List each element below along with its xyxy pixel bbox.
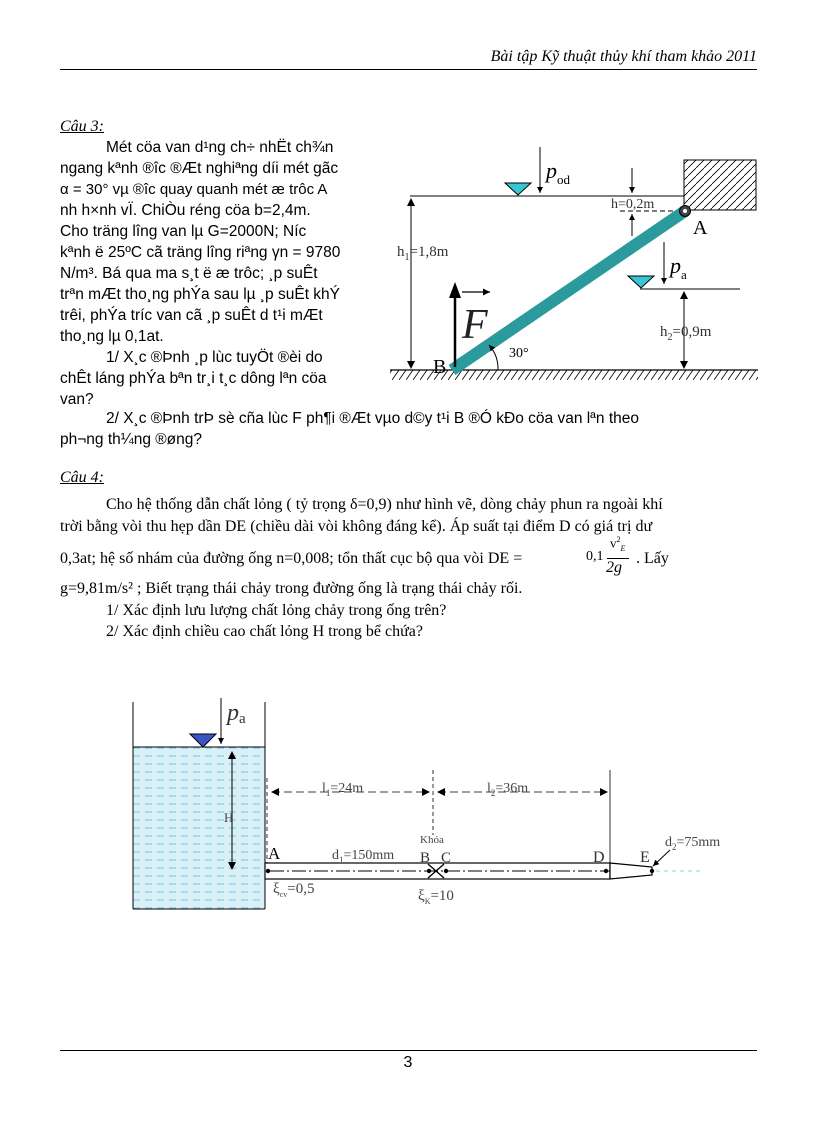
h2-label: $h_2=0,9m$ — [660, 324, 712, 343]
l1-arrow-right — [422, 788, 430, 796]
tank-water-pattern — [133, 747, 265, 909]
gate-figure — [380, 140, 760, 390]
wall-hatch — [684, 160, 756, 210]
l2-arrow-right — [600, 788, 608, 796]
downstream-level-icon — [628, 276, 654, 288]
q3-line-7: N/m³. Bá qua ma s¸t ë æ trôc; ¸p suÊt — [60, 265, 318, 282]
q3-line-3: α = 30° vµ ®îc quay quanh mét æ trôc A — [60, 181, 328, 198]
q4-line-4: g=9,81m/s² ; Biết trạng thái chảy trong đường ống là trạng thái chảy rối. — [60, 580, 523, 597]
q3-line-1: Mét cöa van d¹ng ch÷ nhËt ch¾n — [106, 139, 334, 156]
force-f-label: F — [462, 302, 488, 348]
q3-line-11: 1/ X¸c ®Þnh ¸p lùc tuyÖt ®èi do — [106, 349, 323, 366]
header-title: Bài tập Kỹ thuật thủy khí tham khảo 2011 — [490, 48, 757, 65]
d1-label: $d_1=150mm$ — [332, 848, 395, 865]
q4-item-1: 1/ Xác định lưu lượng chất lỏng chảy trong ống trên? — [106, 602, 447, 619]
pipe-figure — [120, 690, 720, 920]
hinge-a-center — [683, 209, 687, 213]
point-a — [266, 869, 270, 873]
xi-cv-label: $\xi_{cv}=0,5$ — [273, 881, 315, 899]
q3-line-4: nh h×nh vÏ. ChiÒu réng cöa b=2,4m. — [60, 202, 311, 219]
q3-line-15: ph¬ng th¼ng ®øng? — [60, 431, 202, 448]
q3-line-12: chÊt láng phÝa bªn tr¸i t¸c dông lªn cöa — [60, 370, 327, 387]
formula-loss: 0,1 $v^2_E$ 2g — [586, 537, 636, 581]
formula-denominator: 2g — [606, 559, 622, 576]
h2-arrow-bottom — [680, 361, 688, 369]
h1-arrow-bottom — [407, 361, 415, 369]
q3-line-14: 2/ X¸c ®Þnh trÞ sè cña lùc F ph¶i ®Æt vµo d©y t¹i B ®Ó kÐo cöa van lªn theo — [106, 410, 640, 427]
header-rule — [60, 69, 757, 70]
point-d — [604, 869, 608, 873]
q4-title: Câu 4: — [60, 469, 104, 486]
point-b-label: B — [433, 356, 447, 378]
q3-line-2: ngang kªnh ®îc ®Æt nghiªng díi mét gãc — [60, 160, 339, 177]
label-d: D — [593, 849, 605, 866]
l1-arrow-left — [271, 788, 279, 796]
angle-label: 30° — [509, 346, 529, 361]
formula-numerator: $v^2_E$ — [610, 535, 626, 553]
q3-line-5: Cho träng lîng van lµ G=2000N; Níc — [60, 223, 307, 240]
q3-line-6: kªnh ë 25ºC cã träng lîng riªng γn = 9780 — [60, 244, 341, 261]
q4-item-2: 2/ Xác định chiều cao chất lỏng H trong bể chứa? — [106, 623, 423, 640]
q4-line-2: trời bằng vòi thu hẹp dần DE (chiều dài vòi không đáng kể). Áp suất tại điểm D có giá trị dư — [60, 518, 653, 535]
q3-line-8: trªn mÆt tho¸ng phÝa sau lµ ¸p suÊt khÝ — [60, 286, 341, 303]
l2-arrow-left — [437, 788, 445, 796]
label-e: E — [640, 849, 650, 866]
footer-rule — [60, 1050, 757, 1051]
h1-arrow-top — [407, 198, 415, 206]
h-dim-label: H — [224, 810, 234, 825]
valve-label: Khóa — [420, 834, 444, 846]
point-e — [650, 869, 654, 873]
upstream-level-icon — [505, 183, 531, 195]
tank-pa-label: pa — [227, 700, 246, 727]
q3-line-10: tho¸ng lµ 0,1at. — [60, 328, 164, 345]
h1-label: $h_1=1,8m$ — [397, 244, 449, 263]
tank-level-icon — [190, 734, 216, 747]
q4-line-3a: 0,3at; hệ số nhám của đường ống n=0,008; tổn thất cục bộ qua vòi DE = — [60, 550, 523, 567]
q3-title: Câu 3: — [60, 118, 104, 135]
point-a-label: A — [693, 217, 708, 239]
l1-label: $l_1=24m$ — [322, 781, 364, 798]
q4-line-1: Cho hệ thống dẫn chất lỏng ( tỷ trọng δ=0,9) như hình vẽ, dòng chảy phun ra ngoài khí — [106, 496, 663, 513]
force-f-arrowhead — [449, 282, 461, 298]
point-b — [427, 869, 431, 873]
label-c: C — [441, 850, 452, 866]
l2-label: $l_2=36m$ — [487, 781, 529, 798]
d2-leader-arrow — [653, 850, 670, 866]
q3-line-13: van? — [60, 391, 94, 408]
q4-line-3b: . Lấy — [636, 550, 669, 567]
label-b: B — [420, 850, 431, 866]
pa-label: $p_a$ — [670, 253, 687, 282]
point-c — [444, 869, 448, 873]
d2-label: $d_2=75mm$ — [665, 835, 720, 852]
q3-line-9: trêi, phÝa tríc van cã ¸p suÊt d t¹i mÆt — [60, 307, 323, 324]
label-a: A — [268, 844, 281, 863]
pod-label: $p_{od}$ — [546, 158, 570, 187]
page-number: 3 — [403, 1054, 413, 1071]
xi-k-label: $\xi_K=10$ — [418, 888, 454, 906]
h-label: h=0,2m — [611, 197, 655, 212]
h2-arrow-top — [680, 291, 688, 299]
